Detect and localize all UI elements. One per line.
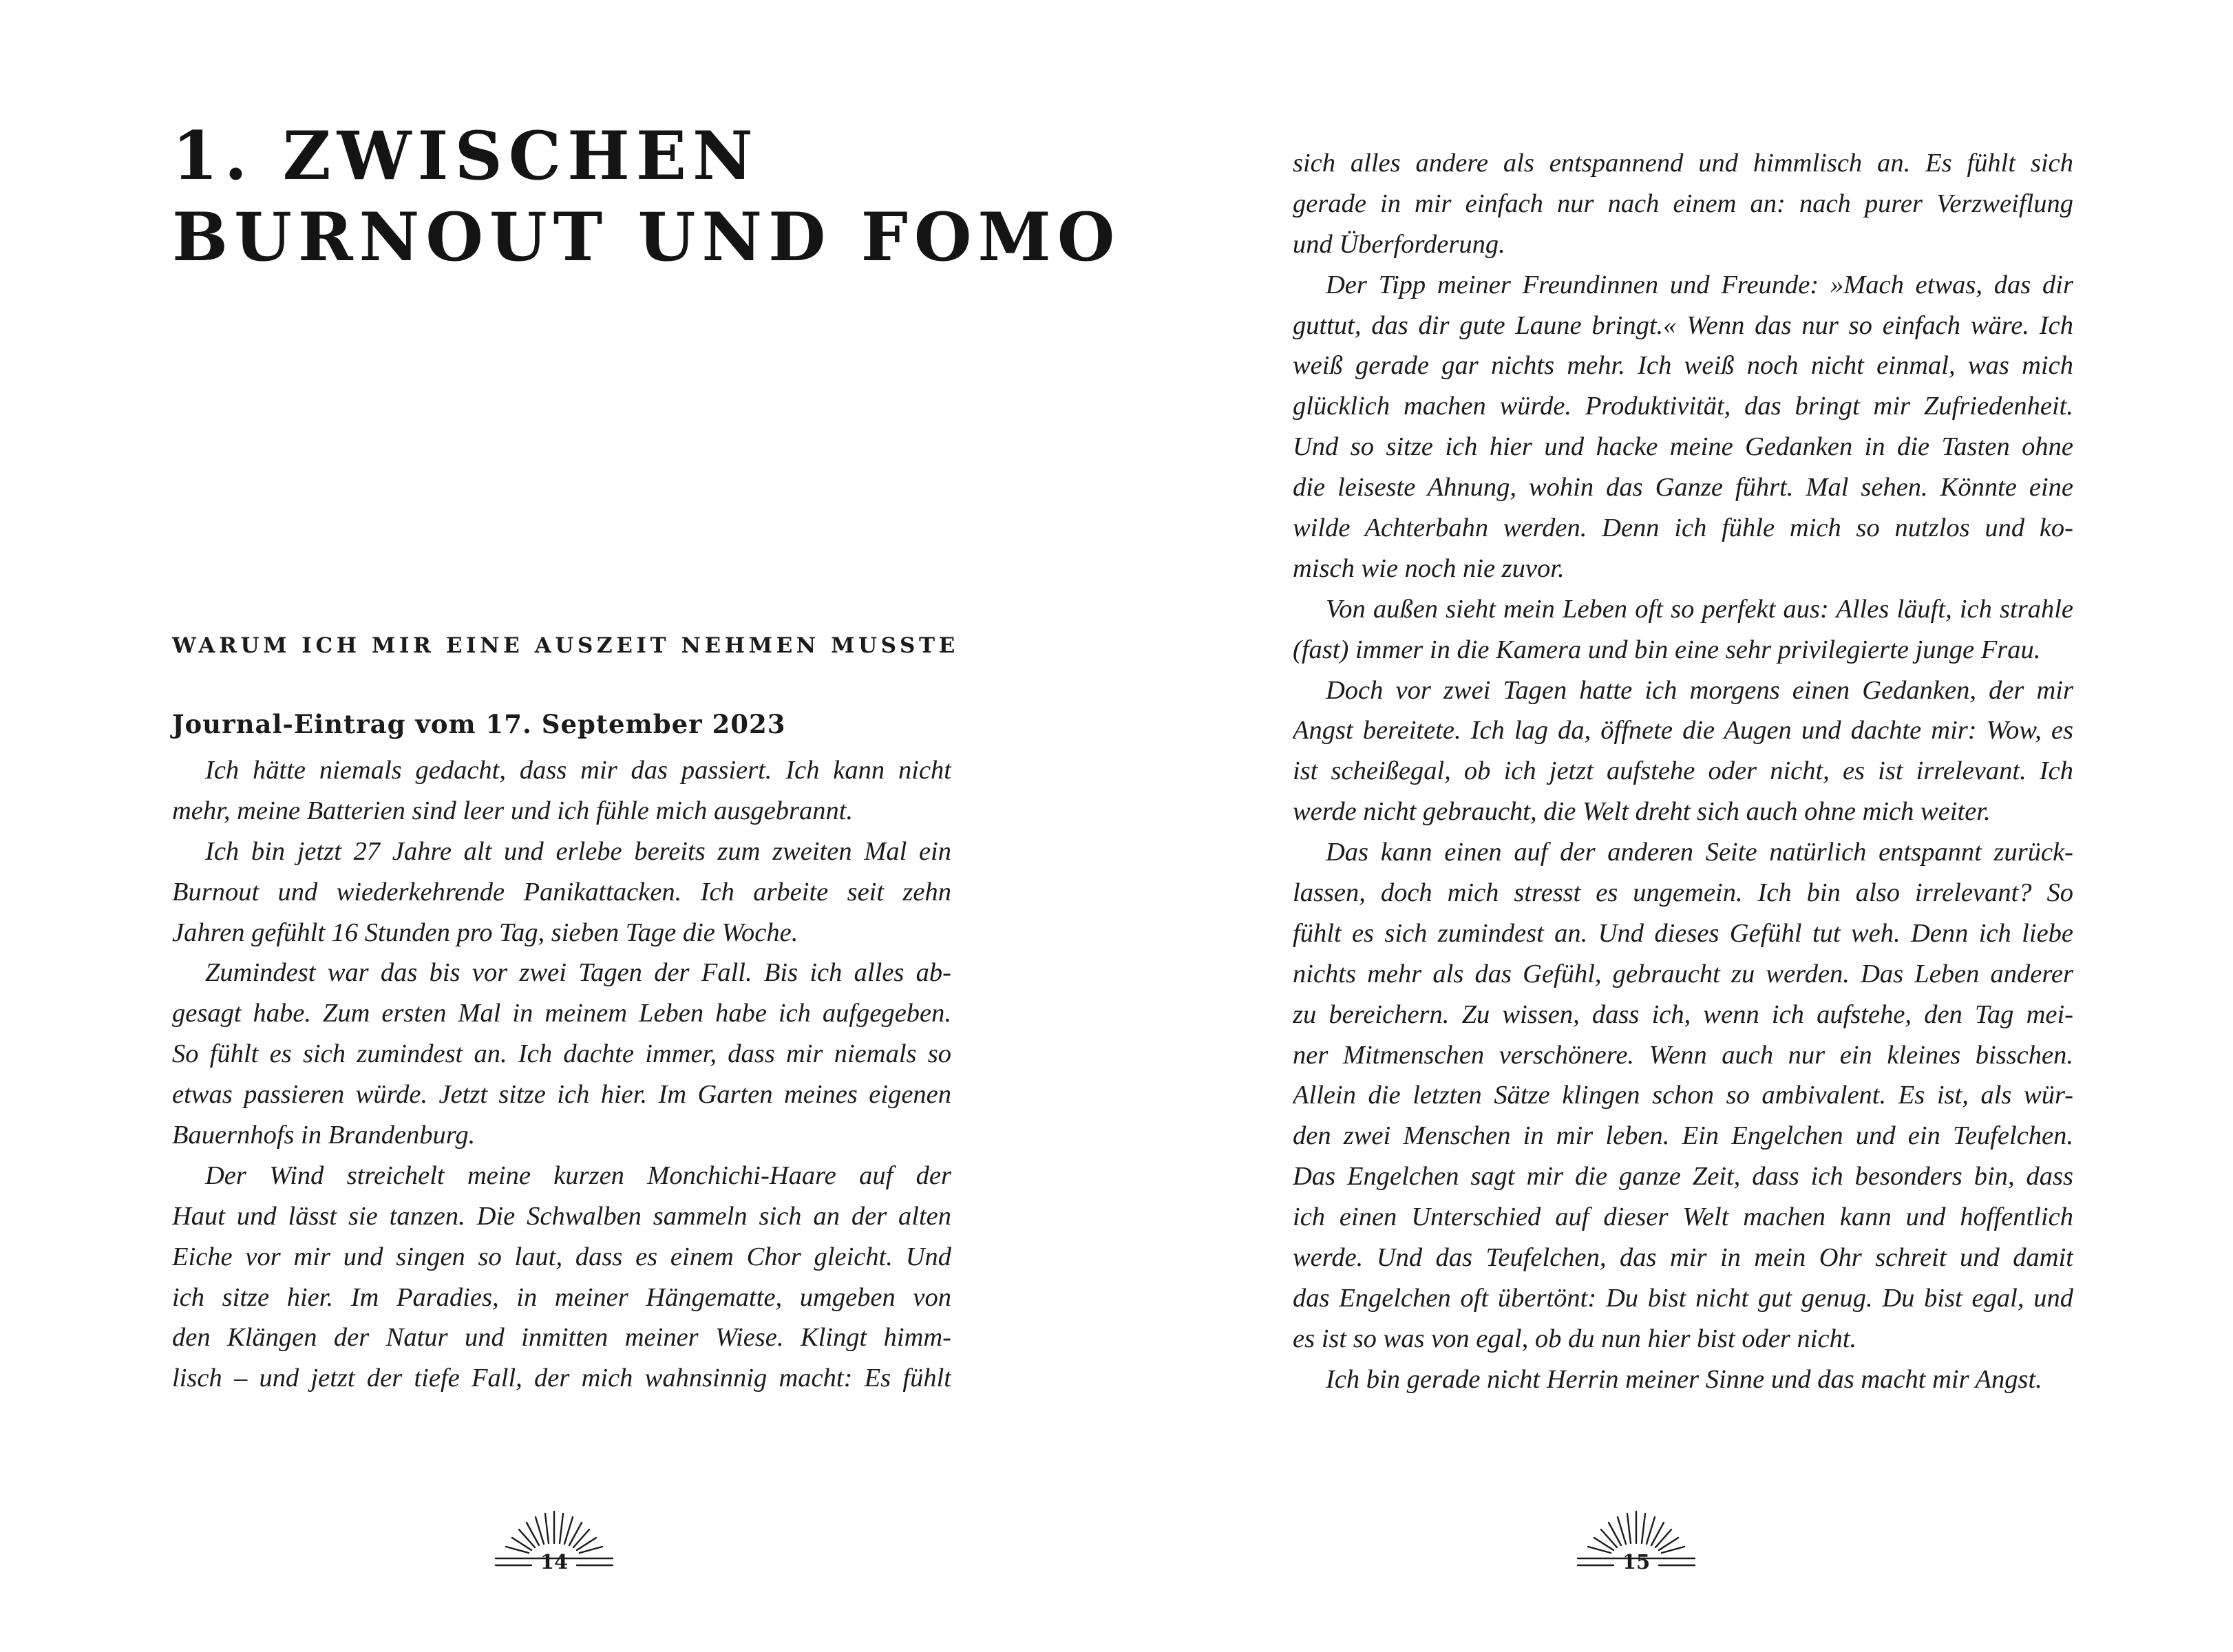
text-line: Das Engelchen sagt mir die ganze Zeit, dass ich besonders bin, dass bbox=[1293, 1162, 2073, 1192]
text-line: gerade in mir einfach nur nach einem an: nach purer Verzweiflung bbox=[1293, 189, 2073, 218]
text-line: werde nicht gebraucht, die Welt dreht sich auch ohne mich weiter. bbox=[1293, 797, 1991, 827]
text-line: Und so sitze ich hier und hacke meine Gedanken in die Tasten ohne bbox=[1293, 432, 2073, 462]
text-line: Ich bin jetzt 27 Jahre alt und erlebe bereits zum zweiten Mal ein bbox=[205, 836, 951, 866]
text-line: fühlt es sich zumindest an. Und dieses Gefühl tut weh. Denn ich liebe bbox=[1293, 918, 2073, 948]
text-line: So fühlt es sich zumindest an. Ich dachte immer, dass mir niemals so bbox=[172, 1039, 951, 1069]
text-line: lisch – und jetzt der tiefe Fall, der mich wahnsinnig macht: Es fühlt bbox=[172, 1364, 951, 1393]
text-line: nichts mehr als das Gefühl, gebraucht zu werden. Das Leben anderer bbox=[1293, 959, 2073, 988]
text-line: weiß gerade gar nichts mehr. Ich weiß noch nicht einmal, was mich bbox=[1293, 351, 2073, 381]
text-line: Bauernhofs in Brandenburg. bbox=[172, 1121, 476, 1150]
folio-left bbox=[489, 1507, 620, 1583]
text-line: Das kann einen auf der anderen Seite natürlich entspannt zurück- bbox=[1326, 838, 2073, 867]
text-line: Doch vor zwei Tagen hatte ich morgens einen Gedanken, der mir bbox=[1326, 675, 2073, 705]
text-line: es ist so was von egal, ob du nun hier bist oder nicht. bbox=[1293, 1324, 1857, 1353]
text-line: Jahren gefühlt 16 Stunden pro Tag, sieben Tage die Woche. bbox=[172, 918, 798, 947]
text-line: gesagt habe. Zum ersten Mal in meinem Leben habe ich aufgegeben. bbox=[172, 999, 951, 1028]
text-line: den Klängen der Natur und inmitten meiner Wiese. Klingt himm- bbox=[172, 1323, 951, 1353]
text-line: mehr, meine Batterien sind leer und ich fühle mich ausgebrannt. bbox=[172, 796, 854, 825]
text-line: lassen, doch mich stresst es ungemein. Ich bin also irrelevant? So bbox=[1293, 878, 2073, 908]
body-text-right bbox=[1293, 143, 2073, 1400]
chapter-title-line: BURNOUT UND FOMO bbox=[172, 198, 1121, 276]
text-line: und Überforderung. bbox=[1293, 229, 1505, 259]
text-line: ist scheißegal, ob ich jetzt aufstehe oder nicht, es ist irrelevant. Ich bbox=[1293, 756, 2073, 786]
text-line: ich sitze hier. Im Paradies, in meiner Hängematte, umgeben von bbox=[172, 1282, 951, 1312]
text-line: das Engelchen oft übertönt: Du bist nicht gut genug. Du bist egal, und bbox=[1293, 1283, 2073, 1313]
text-line: werde. Und das Teufelchen, das mir in mein Ohr schreit und damit bbox=[1293, 1243, 2073, 1273]
text-line: Allein die letzten Sätze klingen schon so ambivalent. Es ist, als wür- bbox=[1293, 1081, 2073, 1110]
text-line: Der Wind streichelt meine kurzen Monchichi-Haare auf der bbox=[205, 1161, 951, 1190]
text-line: Angst bereitete. Ich lag da, öffnete die Augen und dachte mir: Wow, es bbox=[1293, 716, 2073, 745]
text-line: wilde Achterbahn werden. Denn ich fühle mich so nutzlos und ko- bbox=[1293, 513, 2073, 543]
text-line: Burnout und wiederkehrende Panikattacken. Ich arbeite seit zehn bbox=[172, 877, 951, 907]
text-line: sich alles andere als entspannend und himmlisch an. Es fühlt sich bbox=[1293, 149, 2073, 178]
text-line: ich einen Unterschied auf dieser Welt machen kann und hoffentlich bbox=[1293, 1203, 2073, 1232]
text-line: etwas passieren würde. Jetzt sitze ich hier. Im Garten meines eigenen bbox=[172, 1080, 951, 1110]
chapter-title bbox=[172, 116, 1121, 278]
body-text-left bbox=[172, 750, 951, 1399]
text-line: Eiche vor mir und singen so laut, dass es einem Chor gleicht. Und bbox=[172, 1242, 951, 1271]
text-line: misch wie noch nie zuvor. bbox=[1293, 553, 1565, 583]
text-line: die leiseste Ahnung, wohin das Ganze führt. Mal sehen. Könnte eine bbox=[1293, 473, 2073, 502]
text-line: (fast) immer in die Kamera und bin eine sehr privilegierte junge Frau. bbox=[1293, 635, 2041, 664]
text-line: zu bereichern. Zu wissen, dass ich, wenn ich aufstehe, den Tag mei- bbox=[1293, 999, 2073, 1029]
page-number: 15 bbox=[1622, 1550, 1651, 1574]
text-line: Ich bin gerade nicht Herrin meiner Sinne und das macht mir Angst. bbox=[1326, 1364, 2042, 1394]
journal-heading: Journal-Eintrag vom 17. September 2023 bbox=[172, 709, 786, 739]
text-line: Der Tipp meiner Freundinnen und Freunde: »Mach etwas, das dir bbox=[1326, 270, 2073, 299]
chapter-title-line: 1. ZWISCHEN bbox=[172, 117, 759, 195]
text-line: guttut, das dir gute Laune bringt.« Wenn das nur so einfach wäre. Ich bbox=[1293, 310, 2073, 340]
text-line: ner Mitmenschen verschönere. Wenn auch nur ein kleines bisschen. bbox=[1293, 1040, 2073, 1070]
text-line: Von außen sieht mein Leben oft so perfekt aus: Alles läuft, ich strahle bbox=[1326, 594, 2073, 624]
text-line: Ich hätte niemals gedacht, dass mir das passiert. Ich kann nicht bbox=[205, 756, 951, 785]
page-number: 14 bbox=[540, 1550, 569, 1574]
text-line: den zwei Menschen in mir leben. Ein Engelchen und ein Teufelchen. bbox=[1293, 1121, 2073, 1151]
right-page bbox=[1116, 0, 2233, 1652]
folio-right bbox=[1571, 1507, 1702, 1583]
text-line: Haut und lässt sie tanzen. Die Schwalben sammeln sich an der alten bbox=[172, 1201, 951, 1231]
section-heading: WARUM ICH MIR EINE AUSZEIT NEHMEN MUSSTE bbox=[172, 633, 959, 658]
text-line: glücklich machen würde. Produktivität, das bringt mir Zufriedenheit. bbox=[1293, 392, 2073, 421]
text-line: Zumindest war das bis vor zwei Tagen der Fall. Bis ich alles ab- bbox=[205, 958, 951, 988]
